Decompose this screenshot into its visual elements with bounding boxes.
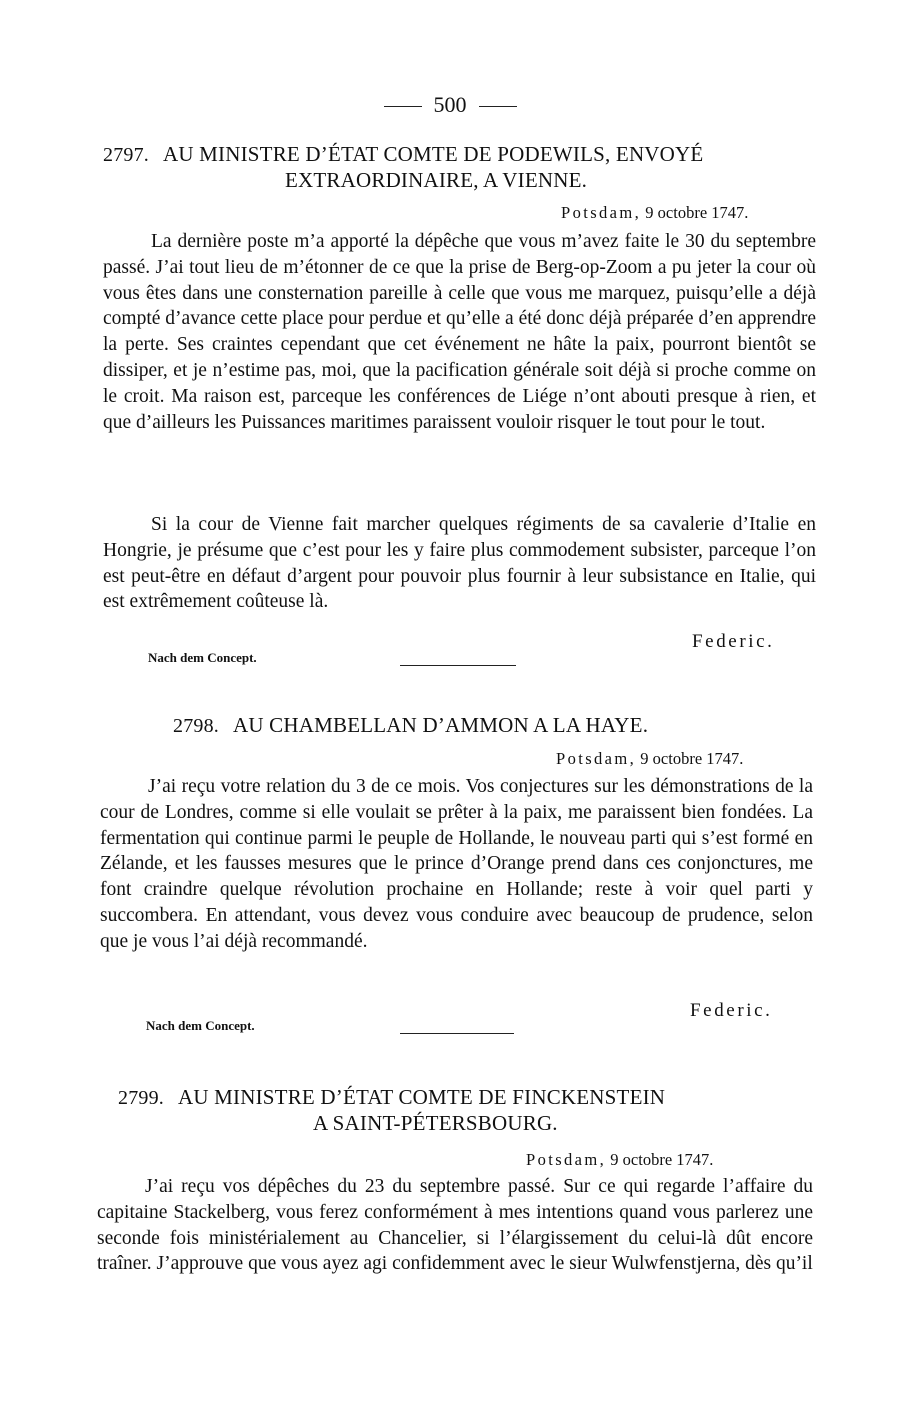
- letter-2797-dateline: [561, 203, 748, 223]
- letter-2799-heading: [118, 1084, 665, 1111]
- letter-heading-line1: AU MINISTRE D’ÉTAT COMTE DE FINCKENSTEIN: [178, 1085, 666, 1109]
- place: Potsdam,: [526, 1150, 607, 1169]
- letter-number: 2797.: [103, 144, 149, 166]
- paragraph-text: J’ai reçu votre relation du 3 de ce mois. Vos conjectures sur les démonstrations de la cour de Londres, comme si elle voulait se prêter à la paix, me paraissent bien fondées. La fermentation qui continue parmi le peuple de Hollande, le nouveau parti qui s’est formé en Zélande, et les fausses mesures que le prince d’Orange prend dans ces conjonctures, me font craindre quelque révolution prochaine en Hollande; reste à voir quel parti y succombera. En attendant, vous devez vous conduire avec beaucoup de prudence, selon que je vous l’ai déjà recommandé.: [100, 776, 813, 952]
- place: Potsdam,: [561, 203, 642, 222]
- date: 9 octobre 1747.: [645, 203, 749, 222]
- separator-rule: [400, 1033, 514, 1034]
- paragraph-text: J’ai reçu vos dépêches du 23 du septembre passé. Sur ce qui regarde l’affaire du capitaine Stackelberg, vous ferez conformément à mes intentions quand vous parlerez une seconde fois ministérialement au Chancelier, si l’élargissement du celui-là dût encore traîner. J’approuve que vous ayez agi confidemment avec le sieur Wulwfenstjerna, dès qu’il: [97, 1176, 813, 1275]
- letter-2797-paragraph-1: [103, 229, 816, 435]
- letter-2797-signature: Federic.: [692, 631, 775, 652]
- letter-2797-source-note: Nach dem Concept.: [148, 650, 257, 665]
- dash-left: [384, 106, 422, 107]
- separator-rule: [400, 665, 516, 666]
- letter-number: 2799.: [118, 1087, 164, 1109]
- letter-2797-heading-line2: EXTRAORDINAIRE, A VIENNE.: [285, 168, 588, 192]
- date: 9 octobre 1747.: [640, 749, 744, 768]
- dash-right: [479, 106, 517, 107]
- letter-heading-line1: AU MINISTRE D’ÉTAT COMTE DE PODEWILS, ENVOYÉ: [163, 142, 704, 166]
- paragraph-text: Si la cour de Vienne fait marcher quelques régiments de sa cavalerie d’Italie en Hongrie, je présume que c’est pour les y faire plus commodement subsister, parceque l’on est peut-être en défaut d’argent pour pouvoir plus fournir à leur subsistance en Italie, qui est extrêmement coûteuse là.: [103, 514, 816, 613]
- letter-2799-dateline: [526, 1150, 713, 1170]
- letter-number: 2798.: [173, 715, 219, 737]
- letter-2798-source-note: Nach dem Concept.: [146, 1018, 255, 1033]
- letter-2798-paragraph-1: [100, 774, 813, 955]
- letter-2797-paragraph-2: [103, 512, 816, 615]
- place: Potsdam,: [556, 749, 637, 768]
- page-number-text: 500: [433, 92, 467, 117]
- letter-2797-heading: [103, 141, 703, 168]
- letter-2799-paragraph-1: [97, 1174, 813, 1277]
- page-number: [0, 92, 900, 118]
- date: 9 octobre 1747.: [610, 1150, 714, 1169]
- letter-2799-heading-line2: A SAINT-PÉTERSBOURG.: [313, 1111, 558, 1135]
- paragraph-text: La dernière poste m’a apporté la dépêche que vous m’avez faite le 30 du septembre passé. J’ai tout lieu de m’étonner de ce que la prise de Berg-op-Zoom a pu jeter la cour où vous êtes dans une consternation pareille à celle que vous me marquez, puisqu’elle a déjà compté d’avance cette place pour perdue et qu’elle a été donc déjà préparée d’en apprendre la perte. Ses craintes cependant que cet événement ne hâte la paix, pourront bientôt se dissiper, et je n’estime pas, moi, que la pacification générale soit déjà si proche comme on le croit. Ma raison est, parceque les conférences de Liége n’ont abouti presque à rien, et que d’ailleurs les Puissances maritimes paraissent vouloir risquer le tout pour le tout.: [103, 231, 816, 433]
- letter-heading-line1: AU CHAMBELLAN D’AMMON A LA HAYE.: [233, 713, 649, 737]
- letter-2798-signature: Federic.: [690, 1000, 773, 1021]
- letter-2798-heading: [173, 712, 648, 739]
- letter-2798-dateline: [556, 749, 743, 769]
